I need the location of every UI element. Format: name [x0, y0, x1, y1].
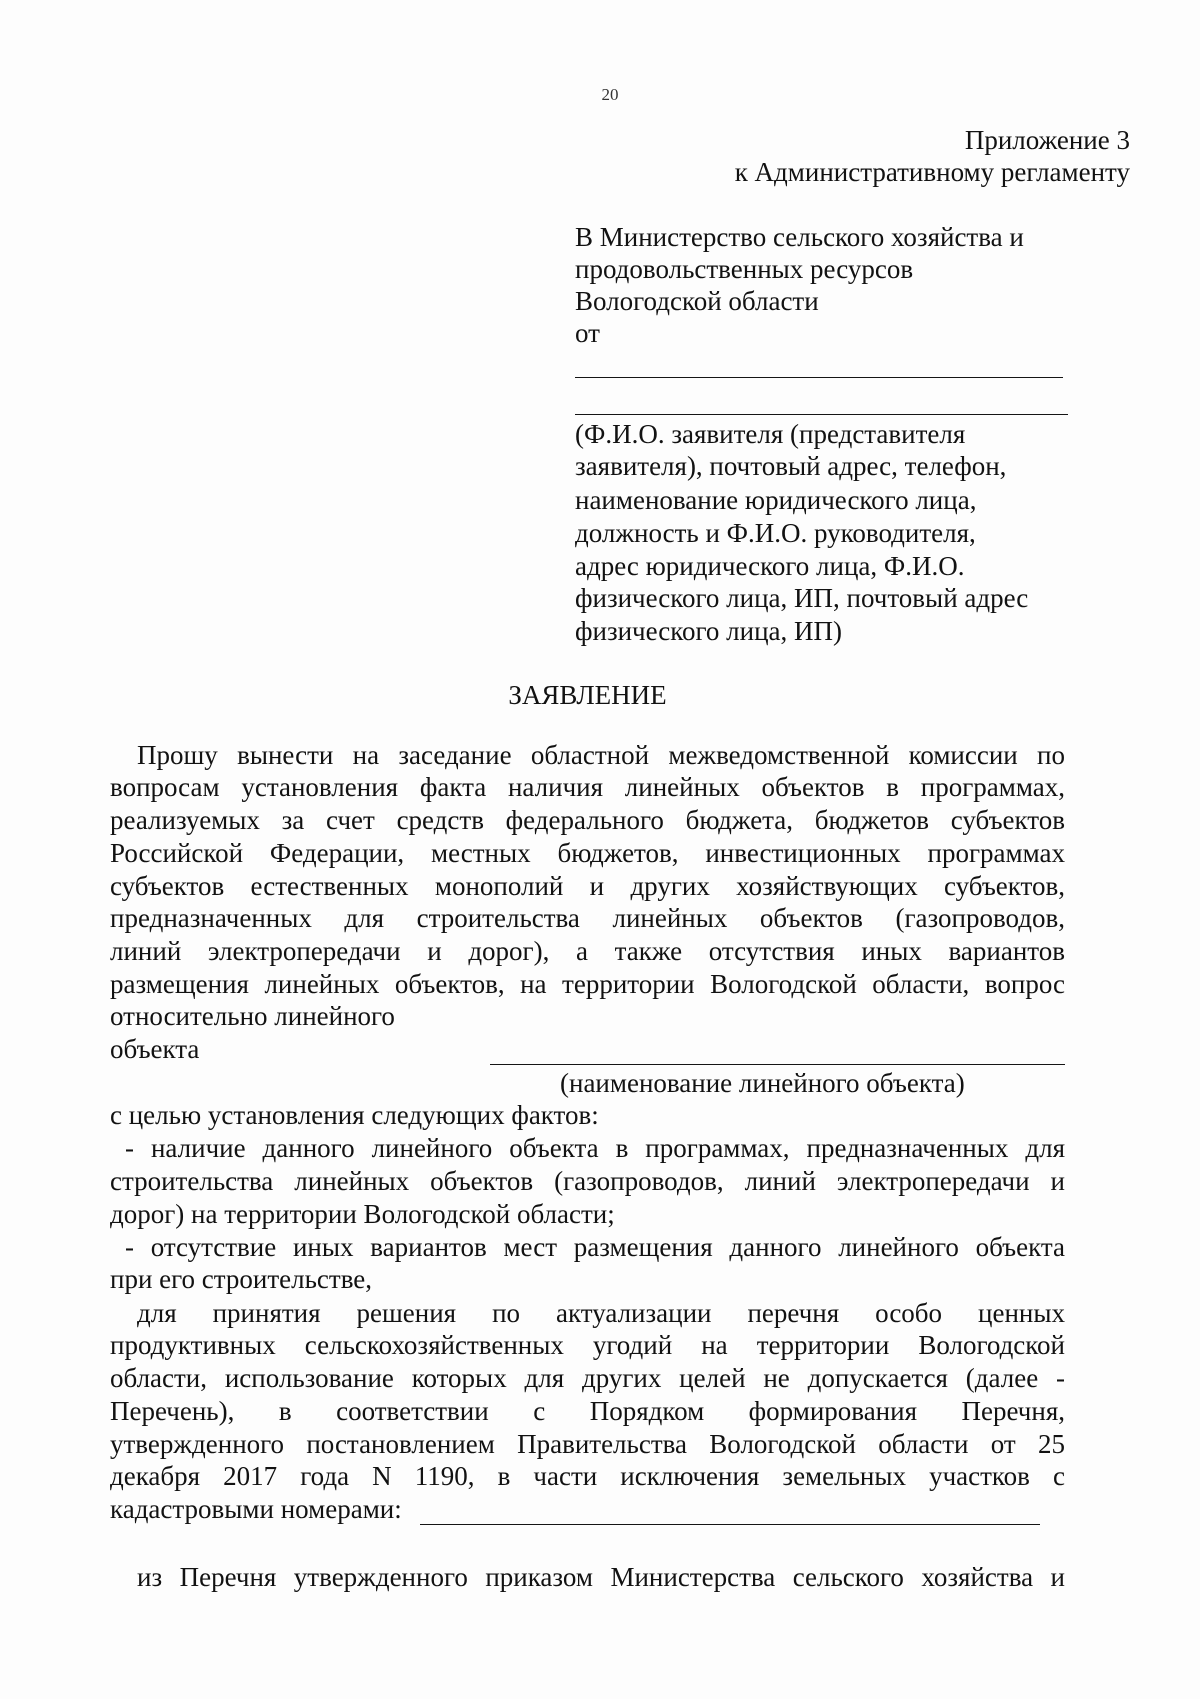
applicant-caption-line: физического лица, ИП)	[575, 616, 843, 646]
request-line: предназначенных для строительства линейных объектов (газопроводов,	[110, 903, 1065, 933]
fact-line: - отсутствие иных вариантов мест размещения данного линейного объекта	[125, 1232, 1065, 1262]
object-name-blank-line	[490, 1064, 1065, 1065]
request-line: субъектов естественных монополий и других хозяйствующих субъектов,	[110, 871, 1065, 901]
addressee-line: В Министерство сельского хозяйства и	[575, 222, 1024, 252]
page-number: 20	[601, 85, 619, 104]
applicant-blank-line	[575, 377, 1063, 378]
request-line: реализуемых за счет средств федерального бюджета, бюджетов субъектов	[110, 805, 1065, 835]
object-caption: (наименование линейного объекта)	[560, 1068, 965, 1098]
request-line: Российской Федерации, местных бюджетов, инвестиционных программах	[110, 838, 1065, 868]
decision-line: продуктивных сельскохозяйственных угодий на территории Вологодской	[110, 1330, 1065, 1360]
applicant-caption-line: адрес юридического лица, Ф.И.О.	[575, 551, 965, 581]
annex-subtitle: к Административному регламенту	[734, 157, 1130, 187]
request-line: Прошу вынести на заседание областной межведомственной комиссии по	[137, 740, 1065, 770]
continuation-line: из Перечня утвержденного приказом Министерства сельского хозяйства и	[137, 1562, 1065, 1592]
request-line: вопросам установления факта наличия линейных объектов в программах,	[110, 772, 1065, 802]
fact-line: дорог) на территории Вологодской области;	[110, 1199, 615, 1229]
decision-line: для принятия решения по актуализации перечня особо ценных	[137, 1298, 1065, 1328]
fact-line: - наличие данного линейного объекта в программах, предназначенных для	[125, 1133, 1065, 1163]
applicant-caption-line: (Ф.И.О. заявителя (представителя	[575, 419, 966, 449]
fact-line: при его строительстве,	[110, 1264, 373, 1294]
annex-title: Приложение 3	[964, 125, 1130, 155]
decision-line: утвержденного постановлением Правительства Вологодской области от 25	[110, 1429, 1065, 1459]
document-title: ЗАЯВЛЕНИЕ	[508, 680, 667, 710]
fact-line: строительства линейных объектов (газопроводов, линий электропередачи и	[110, 1166, 1065, 1196]
addressee-line: продовольственных ресурсов	[575, 254, 914, 284]
applicant-caption-line: физического лица, ИП, почтовый адрес	[575, 583, 1029, 613]
purpose-intro: с целью установления следующих фактов:	[110, 1100, 599, 1130]
request-line: линий электропередачи и дорог), а также отсутствия иных вариантов	[110, 936, 1065, 966]
decision-line: области, использование которых для других целей не допускается (далее -	[110, 1363, 1065, 1393]
from-label: от	[575, 318, 600, 348]
decision-line: Перечень), в соответствии с Порядком формирования Перечня,	[110, 1396, 1065, 1426]
object-label: объекта	[110, 1034, 200, 1064]
addressee-line: Вологодской области	[575, 286, 819, 316]
cadastral-numbers-blank-line	[420, 1524, 1040, 1525]
applicant-blank-line	[575, 414, 1068, 415]
cadastral-label: кадастровыми номерами:	[110, 1494, 402, 1524]
applicant-caption-line: наименование юридического лица,	[575, 485, 977, 515]
request-line: размещения линейных объектов, на территории Вологодской области, вопрос	[110, 969, 1065, 999]
request-line: относительно линейного	[110, 1001, 395, 1031]
applicant-caption-line: заявителя), почтовый адрес, телефон,	[575, 451, 1007, 481]
applicant-caption-line: должность и Ф.И.О. руководителя,	[575, 518, 976, 548]
decision-line: декабря 2017 года N 1190, в части исключения земельных участков с	[110, 1461, 1065, 1491]
